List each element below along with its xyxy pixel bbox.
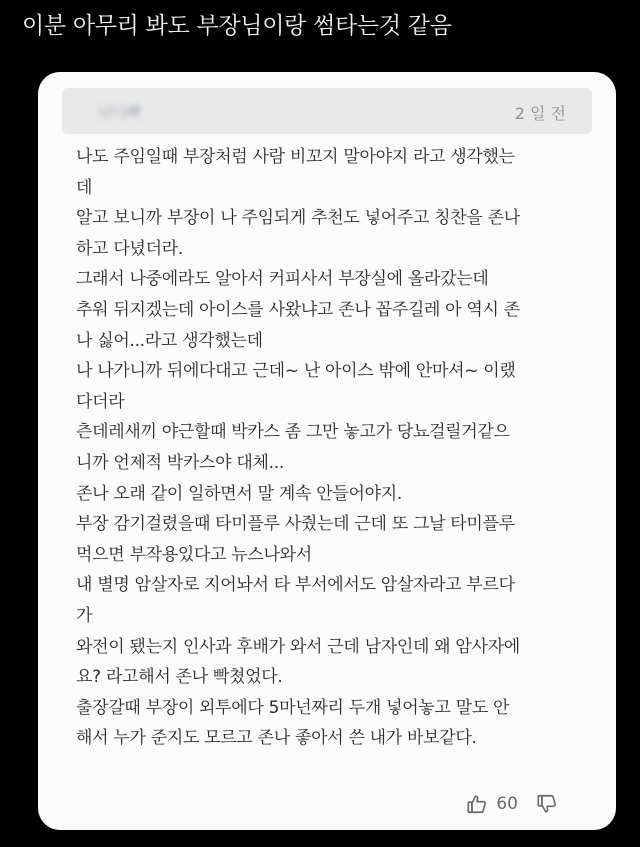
comment-line: 추워 뒤지겠는데 아이스를 사왔냐고 존나 꼽주길레 아 역시 존 bbox=[76, 299, 520, 320]
comment-line: 요? 라고해서 존나 빡쳤었다. bbox=[76, 667, 283, 688]
like-count: 60 bbox=[496, 794, 518, 814]
comment-line: 부장 감기걸렸을때 타미플루 사줬는데 근데 또 그날 타미플루 bbox=[76, 514, 515, 535]
comment-timestamp: 2 일 전 bbox=[514, 104, 566, 123]
comment-line: 먹으면 부작용있다고 뉴스나와서 bbox=[76, 544, 312, 565]
comment-reactions bbox=[466, 790, 558, 818]
like-button[interactable] bbox=[466, 793, 488, 815]
comment-line: 출장갈때 부장이 외투에다 5마넌짜리 두개 넣어놓고 말도 안 bbox=[76, 697, 510, 718]
comment-line: 와전이 됐는지 인사과 후배가 와서 근데 남자인데 왜 암사자에 bbox=[76, 636, 520, 657]
thumbs-down-icon bbox=[536, 793, 558, 815]
comment-line: 니까 언제적 박카스야 대체... bbox=[76, 452, 284, 473]
comment-line: 내 별명 암살자로 지어놔서 타 부서에서도 암살자라고 부르다 bbox=[76, 575, 515, 596]
comment-line: 하고 다녔더라. bbox=[76, 238, 183, 259]
comment-line: 나도 주임일때 부장처럼 사람 비꼬지 말아야지 라고 생각했는 bbox=[76, 147, 515, 167]
comment-line: 가 bbox=[76, 605, 93, 626]
comment-card bbox=[38, 72, 616, 830]
comment-body bbox=[76, 142, 586, 754]
comment-line: 나 나가니까 뒤에다대고 근데~ 난 아이스 밖에 안마셔~ 이랬 bbox=[76, 361, 516, 382]
post-title: 이분 아무리 봐도 부장님이랑 썸타는것 같음 bbox=[22, 13, 452, 39]
comment-line: 다더라 bbox=[76, 391, 125, 412]
thumbs-up-icon bbox=[466, 793, 488, 815]
comment-author[interactable]: 닌니빠 bbox=[98, 103, 142, 121]
comment-line: 데 bbox=[76, 177, 93, 198]
comment-line: 나 싫어...라고 생각했는데 bbox=[76, 330, 263, 351]
dislike-button[interactable] bbox=[536, 793, 558, 815]
comment-line: 알고 보니까 부장이 나 주임되게 추천도 넣어주고 칭찬을 존나 bbox=[76, 208, 520, 229]
comment-line: 해서 누가 준지도 모르고 존나 좋아서 쓴 내가 바보같다. bbox=[76, 728, 477, 749]
comment-line: 그래서 나중에라도 알아서 커피사서 부장실에 올라갔는데 bbox=[76, 269, 489, 290]
comment-header bbox=[62, 88, 592, 134]
comment-line: 존나 오래 같이 일하면서 말 계속 안들어야지. bbox=[76, 483, 402, 504]
comment-line: 츤데레새끼 야근할때 박카스 좀 그만 놓고가 당뇨걸릴거같으 bbox=[76, 422, 510, 443]
